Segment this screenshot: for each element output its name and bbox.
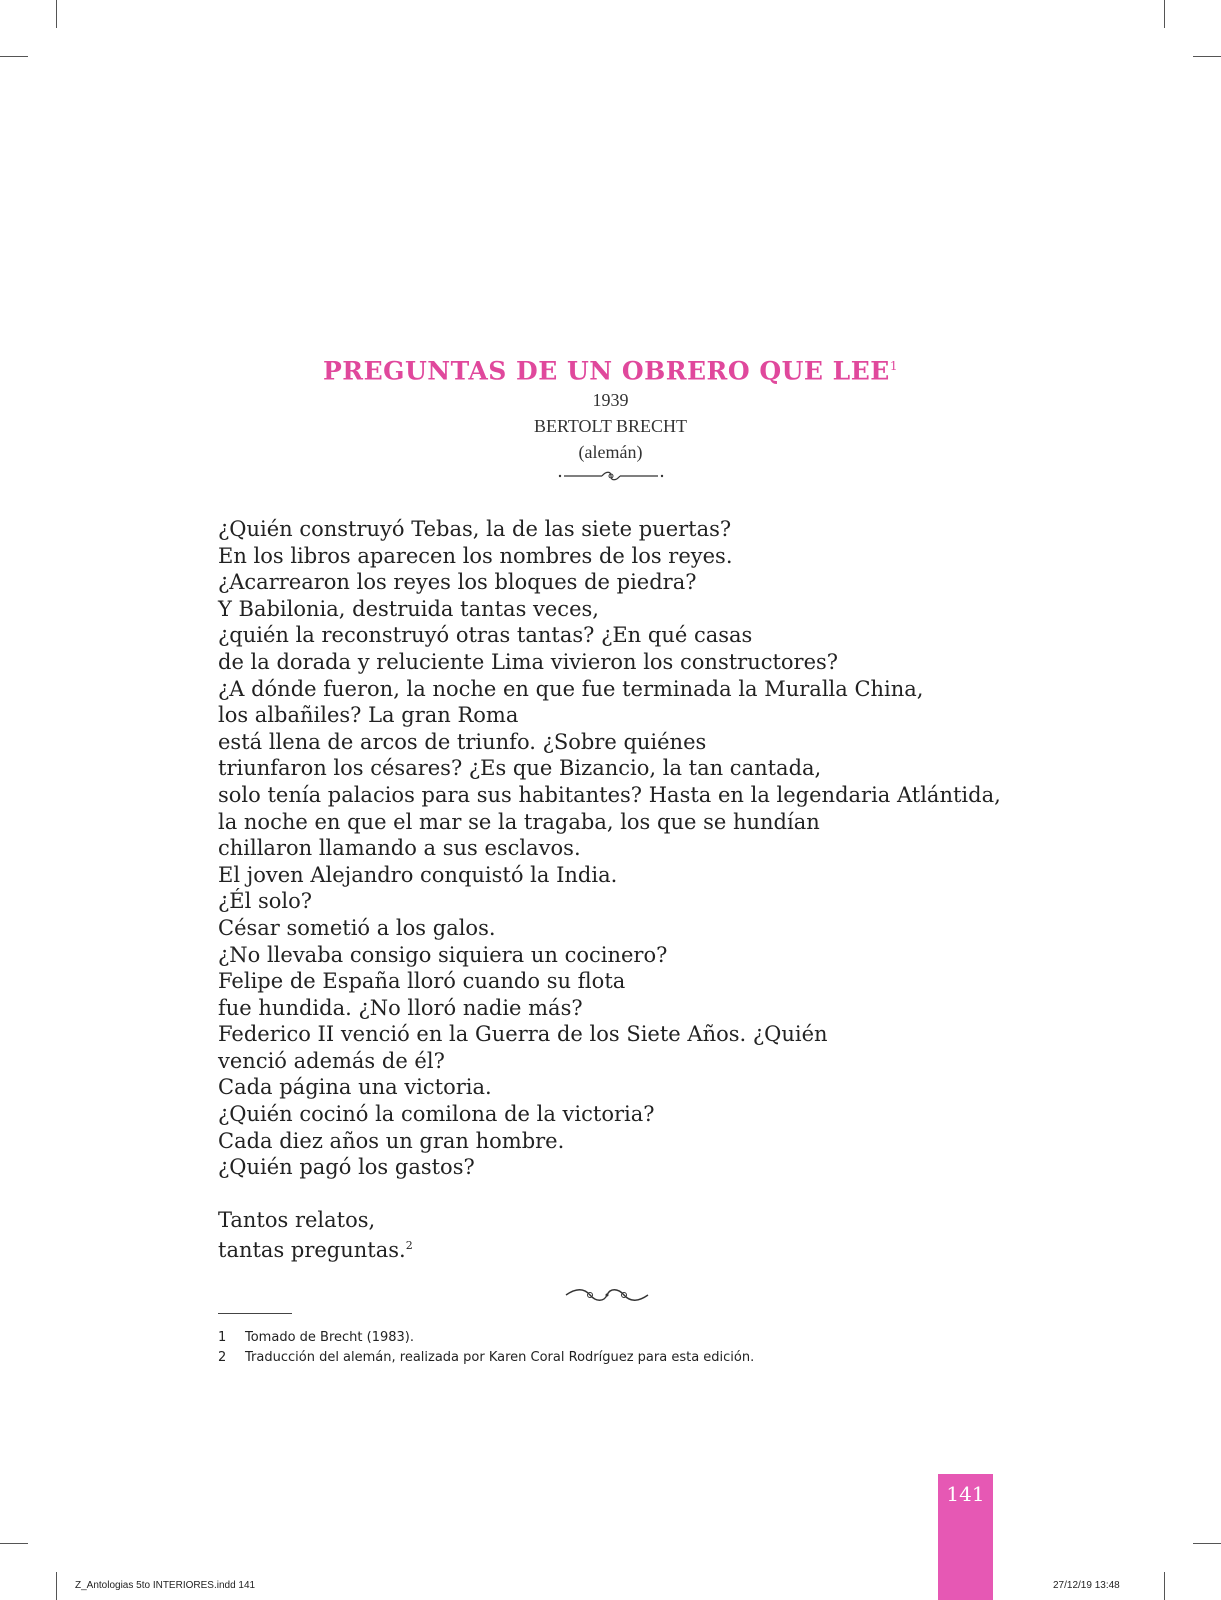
poem-line: Cada diez años un gran hombre.	[218, 1128, 565, 1153]
poem-closing-line	[218, 1207, 1018, 1234]
poem-line: ¿quién la reconstruyó otras tantas? ¿En qué casas	[218, 623, 753, 648]
poem-line: ¿Él solo?	[218, 889, 313, 914]
poem-line: ¿Acarrearon los reyes los bloques de piedra?	[218, 570, 697, 595]
crop-mark	[1164, 1572, 1165, 1600]
closing-footnote-ref: 2	[405, 1239, 413, 1253]
footnote-number: 2	[218, 1350, 227, 1365]
slug-filename: Z_Antologias 5to INTERIORES.indd 141	[75, 1580, 256, 1591]
poem-line: Y Babilonia, destruida tantas veces,	[218, 596, 599, 621]
poem-title	[0, 350, 1221, 387]
poem-line: venció además de él?	[218, 1048, 445, 1073]
crop-mark	[56, 0, 57, 28]
footnote-text: Tomado de Brecht (1983).	[245, 1330, 414, 1345]
page-number-tab	[938, 1474, 993, 1600]
footnote-text: Traducción del alemán, realizada por Karen Coral Rodríguez para esta edición.	[245, 1350, 755, 1365]
footnote	[218, 1348, 754, 1368]
footnotes	[218, 1328, 754, 1368]
footnote-number: 1	[218, 1330, 227, 1345]
stanza-gap	[218, 1181, 1018, 1207]
poem-line: los albañiles? La gran Roma	[218, 703, 519, 728]
poem-line: de la dorada y reluciente Lima vivieron los constructores?	[218, 649, 839, 674]
poem-line: triunfaron los césares? ¿Es que Bizancio, la tan cantada,	[218, 756, 822, 781]
poem-line: la noche en que el mar se la tragaba, los que se hundían	[218, 809, 820, 834]
page-number: 141	[946, 1482, 985, 1506]
slug-timestamp: 27/12/19 13:48	[1053, 1580, 1120, 1591]
divider-ornament-icon	[556, 469, 666, 483]
footnote	[218, 1328, 754, 1348]
poem-line: Felipe de España lloró cuando su flota	[218, 969, 626, 994]
poem-line: ¿No llevaba consigo siquiera un cocinero?	[218, 942, 668, 967]
title-footnote-ref: 1	[889, 359, 898, 373]
title-block	[0, 350, 1221, 483]
poem-line: ¿A dónde fueron, la noche en que fue terminada la Muralla China,	[218, 676, 924, 701]
crop-mark	[1193, 56, 1221, 57]
poem-line: Cada página una victoria.	[218, 1075, 492, 1100]
year: 1939	[592, 390, 629, 411]
footnote-rule	[218, 1313, 292, 1314]
poem-closing-text: tantas preguntas.	[218, 1238, 406, 1263]
poem-line: ¿Quién cocinó la comilona de la victoria?	[218, 1102, 655, 1127]
crop-mark	[0, 56, 28, 57]
poem-line: César sometió a los galos.	[218, 915, 496, 940]
poem-line: En los libros aparecen los nombres de los reyes.	[218, 543, 733, 568]
poem-closing-text: Tantos relatos,	[218, 1207, 376, 1232]
crop-mark	[1164, 0, 1165, 28]
poem-line: está llena de arcos de triunfo. ¿Sobre quiénes	[218, 729, 707, 754]
poem-line: ¿Quién pagó los gastos?	[218, 1155, 475, 1180]
end-ornament-icon	[562, 1286, 652, 1304]
poem-body	[218, 516, 1018, 1264]
poem-line: fue hundida. ¿No lloró nadie más?	[218, 995, 583, 1020]
title-text: PREGUNTAS DE UN OBRERO QUE LEE	[323, 356, 890, 386]
crop-mark	[1193, 1543, 1221, 1544]
poem-line: Federico II venció en la Guerra de los Siete Años. ¿Quién	[218, 1022, 828, 1047]
crop-mark	[56, 1572, 57, 1600]
poem-closing-line	[218, 1233, 1018, 1264]
crop-mark	[0, 1543, 28, 1544]
poem-line: chillaron llamando a sus esclavos.	[218, 836, 581, 861]
poem-line: El joven Alejandro conquistó la India.	[218, 862, 618, 887]
poem-line: solo tenía palacios para sus habitantes? Hasta en la legendaria Atlántida,	[218, 782, 1001, 807]
language: (alemán)	[578, 442, 643, 463]
author: BERTOLT BRECHT	[533, 416, 688, 437]
poem-line: ¿Quién construyó Tebas, la de las siete puertas?	[218, 517, 732, 541]
